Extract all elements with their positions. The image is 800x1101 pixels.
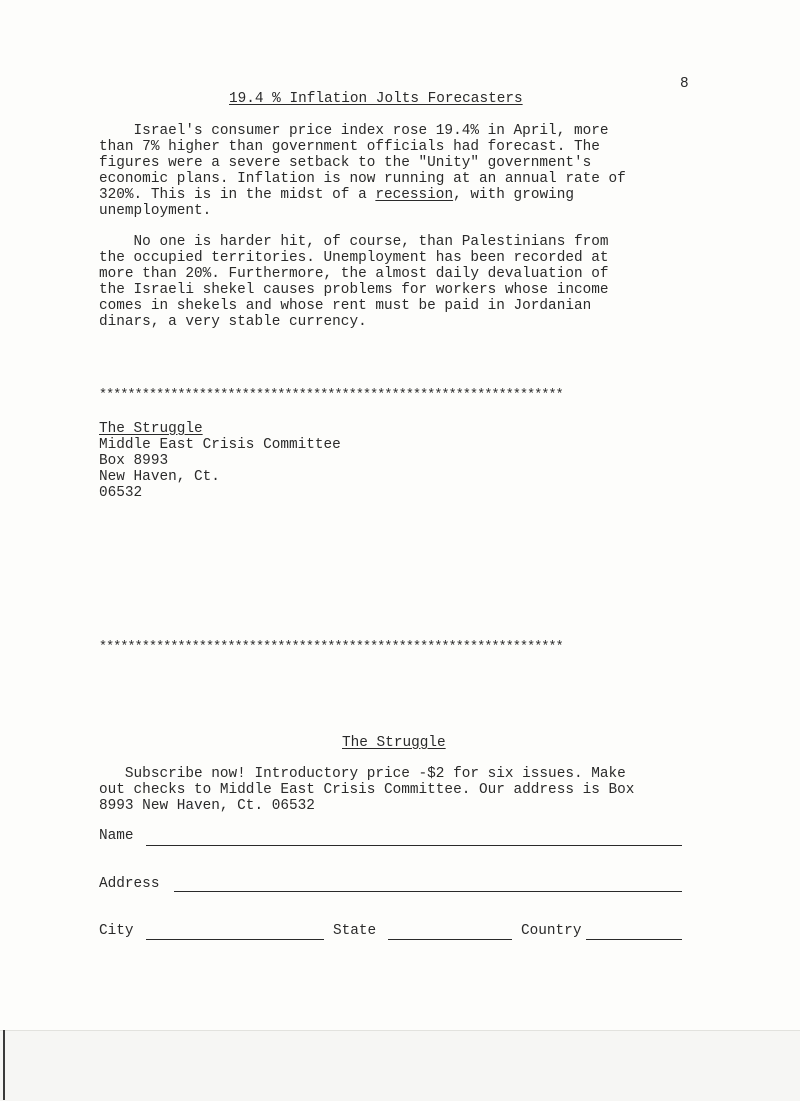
text-line (99, 187, 574, 203)
scan-edge (3, 1030, 5, 1100)
publication-name: The Struggle (99, 421, 203, 437)
page-number: 8 (680, 76, 689, 92)
text-line: comes in shekels and whose rent must be paid in Jordanian (99, 298, 592, 314)
country-label: Country (521, 923, 582, 939)
state-field[interactable] (388, 939, 512, 940)
box-number: Box 8993 (99, 453, 169, 469)
text-line: 8993 New Haven, Ct. 06532 (99, 798, 315, 814)
scan-background (0, 1030, 800, 1101)
text-line: figures were a severe setback to the "Unity" government's (99, 155, 592, 171)
city-label: City (99, 923, 134, 939)
text-span: , with growing (453, 187, 574, 203)
address-field[interactable] (174, 891, 682, 892)
text-line: No one is harder hit, of course, than Palestinians from (99, 234, 609, 250)
zip-code: 06532 (99, 485, 143, 501)
address-label: Address (99, 876, 160, 892)
city-field[interactable] (146, 939, 324, 940)
name-label: Name (99, 828, 134, 844)
text-line: dinars, a very stable currency. (99, 314, 367, 330)
country-field[interactable] (586, 939, 682, 940)
state-label: State (333, 923, 377, 939)
text-line: economic plans. Inflation is now running at an annual rate of (99, 171, 626, 187)
recession-underlined: recession (375, 187, 454, 203)
text-span: 320%. This is in the midst of a (99, 187, 376, 203)
text-line: Subscribe now! Introductory price -$2 for six issues. Make (99, 766, 626, 782)
name-field[interactable] (146, 845, 682, 846)
organization-name: Middle East Crisis Committee (99, 437, 341, 453)
asterisk-divider-top: ***************************************************************** (99, 388, 563, 403)
text-line: Israel's consumer price index rose 19.4% in April, more (99, 123, 609, 139)
text-line: than 7% higher than government officials had forecast. The (99, 139, 600, 155)
asterisk-divider-bottom: ***************************************************************** (99, 640, 563, 655)
subscription-heading: The Struggle (342, 735, 446, 751)
article-title: 19.4 % Inflation Jolts Forecasters (229, 91, 523, 107)
text-line: the Israeli shekel causes problems for workers whose income (99, 282, 609, 298)
text-line: the occupied territories. Unemployment has been recorded at (99, 250, 609, 266)
text-line: more than 20%. Furthermore, the almost daily devaluation of (99, 266, 609, 282)
text-line: out checks to Middle East Crisis Committee. Our address is Box (99, 782, 635, 798)
city-state: New Haven, Ct. (99, 469, 220, 485)
text-line: unemployment. (99, 203, 212, 219)
